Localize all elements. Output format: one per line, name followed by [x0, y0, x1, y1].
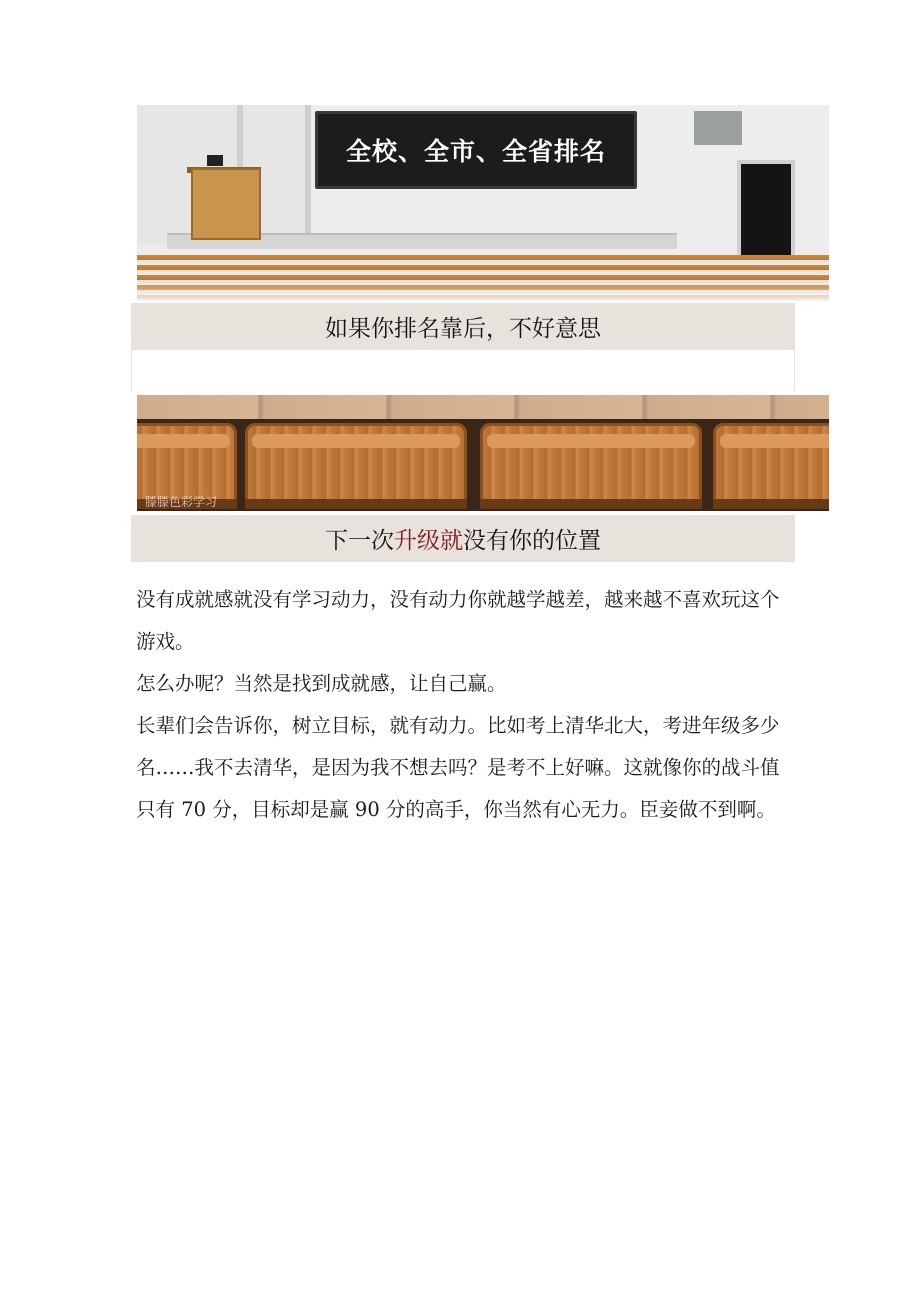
blackboard [315, 111, 637, 189]
watermark: 滕滕色彩学习 [145, 495, 218, 509]
seat [713, 423, 829, 509]
blackboard-text: 全校、全市、全省排名 [345, 137, 606, 166]
lecture-hall-photo [137, 105, 829, 301]
article-body [136, 579, 796, 831]
paragraph: 长辈们会告诉你，树立目标，就有动力。比如考上清华北大，考进年级多少名……我不去清华，是因为我不想去吗？是考不上好嘛。这就像你的战斗值只有 70 分，目标却是赢 90 分的高手，你当然有心无力。臣妾做不到啊。 [136, 714, 780, 821]
seat [480, 423, 702, 509]
door [737, 160, 795, 268]
caption-text-after: 没有你的位置 [463, 528, 601, 554]
paragraph: 怎么办呢？当然是找到成就感，让自己赢。 [136, 672, 507, 695]
wooden-seats-photo [137, 395, 829, 511]
caption-text-before: 下一次 [325, 528, 394, 554]
caption-spacer [131, 350, 795, 392]
laptop-icon [207, 155, 223, 166]
caption-highlight: 升级就 [394, 528, 463, 554]
back-row-seats [137, 395, 829, 421]
caption-upgrade [131, 515, 795, 562]
podium [191, 168, 261, 240]
seat [245, 423, 467, 509]
caption-ranking [131, 303, 795, 350]
vent [694, 111, 742, 145]
caption-text: 如果你排名靠后，不好意思 [325, 316, 601, 342]
pillar [305, 105, 311, 240]
paragraph: 没有成就感就没有学习动力，没有动力你就越学越差，越来越不喜欢玩这个游戏。 [136, 588, 780, 653]
